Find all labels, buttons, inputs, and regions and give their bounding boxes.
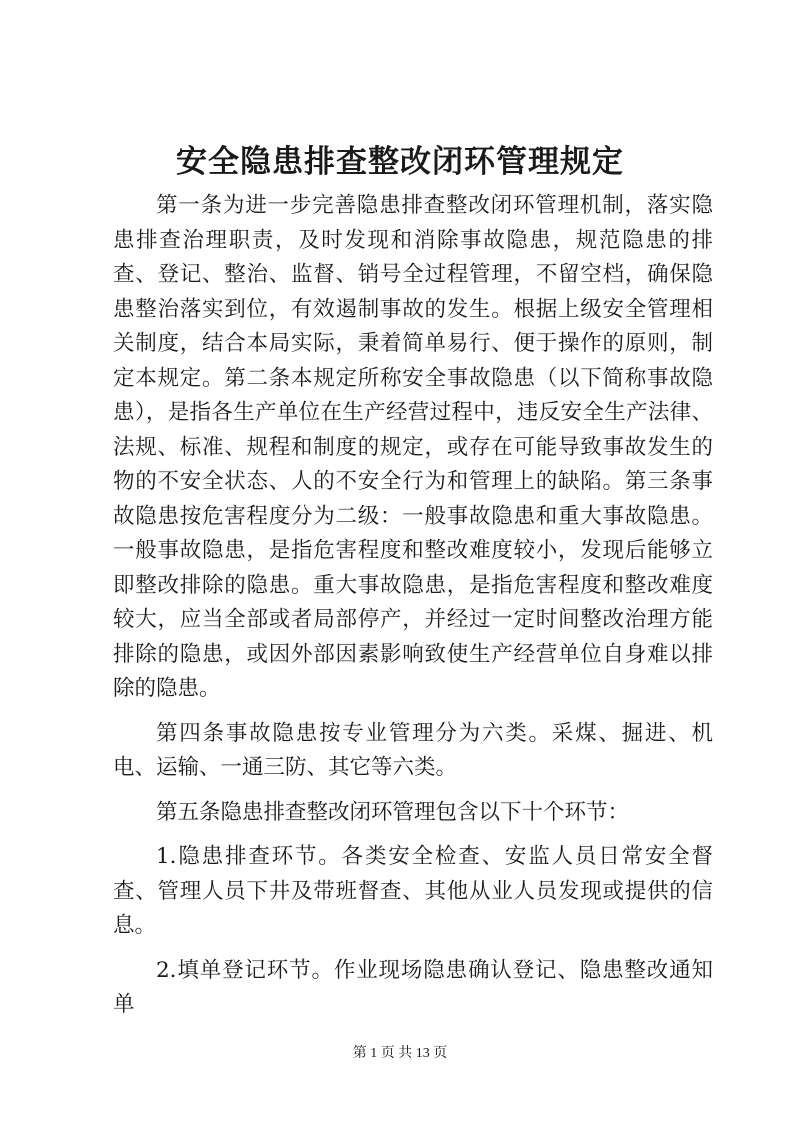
document-title: 安全隐患排查整改闭环管理规定 [176, 144, 624, 180]
paragraph-article-5: 第五条隐患排查整改闭环管理包含以下十个环节： [156, 799, 630, 825]
paragraph-item-1: 1.隐患排查环节。各类安全检查、安监人员日常安全督查、管理人员下井及带班督查、其他从业人员发现或提供的信息。 [113, 844, 713, 938]
paragraph-article-1-3: 第一条为进一步完善隐患排查整改闭环管理机制，落实隐患排查治理职责，及时发现和消除事故隐患，规范隐患的排查、登记、整治、监督、销号全过程管理，不留空档，确保隐患整治落实到位，有效遏制事故的发生。根据上级安全管理相关制度，结合本局实际，秉着简单易行、便于操作的原则，制定本规定。第二条本规定所称安全事故隐患（以下简称事故隐患），是指各生产单位在生产经营过程中，违反安全生产法律、法规、标准、规程和制度的规定，或存在可能导致事故发生的物的不安全状态、人的不安全行为和管理上的缺陷。第三条事故隐患按危害程度分为二级：一般事故隐患和重大事故隐患。一般事故隐患，是指危害程度和整改难度较小，发现后能够立即整改排除的隐患。重大事故隐患，是指危害程度和整改难度较大，应当全部或者局部停产，并经过一定时间整改治理方能排除的隐患，或因外部因素影响致使生产经营单位自身难以排除的隐患。 [113, 193, 713, 701]
document-body [113, 189, 713, 1033]
paragraph-article-4: 第四条事故隐患按专业管理分为六类。采煤、掘进、机电、运输、一通三防、其它等六类。 [113, 720, 713, 780]
paragraph-item-2: 2.填单登记环节。作业现场隐患确认登记、隐患整改通知单 [113, 957, 713, 1017]
page-number-footer: 第 1 页 共 13 页 [352, 1046, 448, 1061]
